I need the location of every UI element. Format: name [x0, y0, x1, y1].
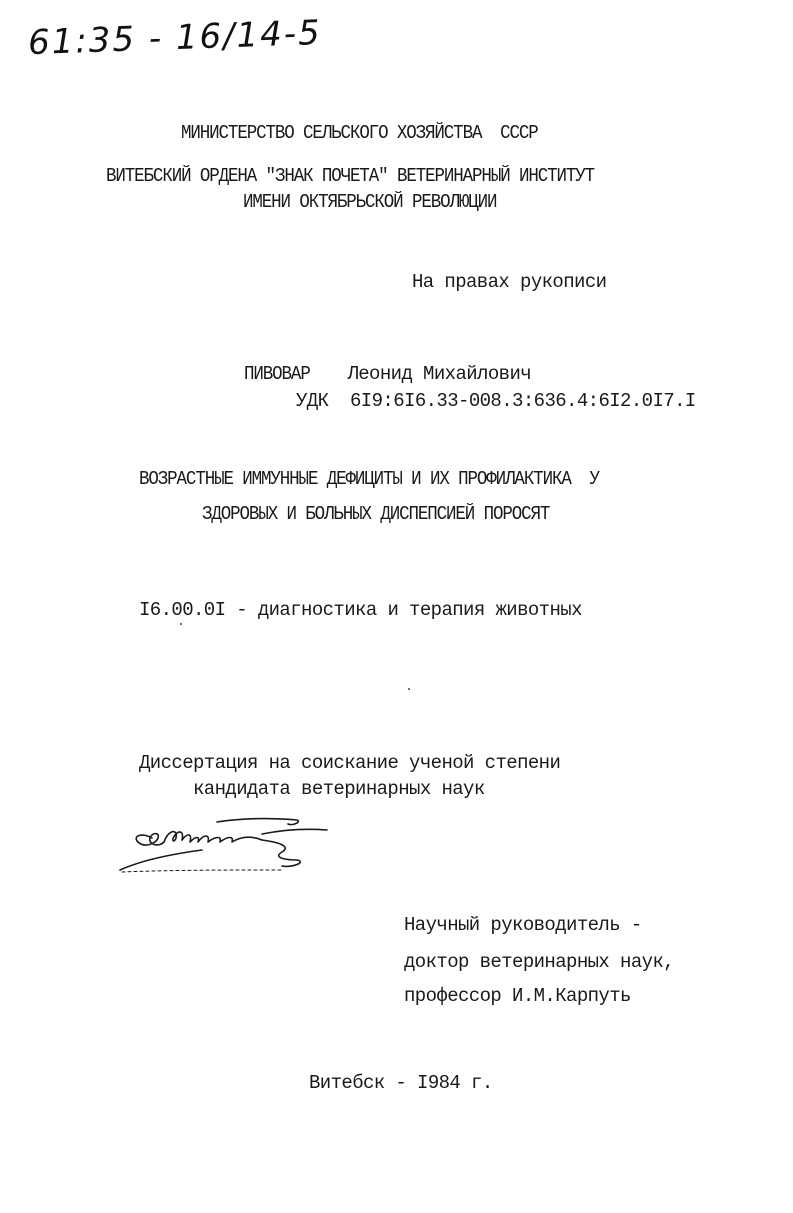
supervisor-line1: Научный руководитель -	[404, 914, 642, 936]
manuscript-note: На правах рукописи	[412, 271, 607, 293]
dissertation-title-line2: ЗДОРОВЫХ И БОЛЬНЫХ ДИСПЕПСИЕЙ ПОРОСЯТ	[202, 503, 550, 525]
dissertation-title-line1: ВОЗРАСТНЫЕ ИММУННЫЕ ДЕФИЦИТЫ И ИХ ПРОФИЛАКТИКА У	[139, 468, 599, 490]
institute-heading-line2: ИМЕНИ ОКТЯБРЬСКОЙ РЕВОЛЮЦИИ	[243, 191, 497, 213]
institute-heading-line1: ВИТЕБСКИЙ ОРДЕНА "ЗНАК ПОЧЕТА" ВЕТЕРИНАРНЫЙ ИНСТИТУТ	[106, 165, 595, 187]
specialty-code: I6.00.0I - диагностика и терапия животных	[139, 599, 582, 621]
scan-speck	[180, 623, 182, 625]
scan-speck	[408, 688, 410, 690]
degree-line2: кандидата ветеринарных наук	[193, 778, 485, 800]
ministry-heading: МИНИСТЕРСТВО СЕЛЬСКОГО ХОЗЯЙСТВА СССР	[181, 122, 538, 144]
place-and-year: Витебск - I984 г.	[309, 1072, 493, 1094]
author-name	[222, 338, 531, 386]
supervisor-line3: профессор И.М.Карпуть	[404, 985, 631, 1007]
author-given-names: Леонид Михайлович	[347, 363, 532, 385]
degree-line1: Диссертация на соискание ученой степени	[139, 752, 561, 774]
author-surname: ПИВОВАР	[243, 363, 310, 385]
udc-code: УДК 6I9:6I6.33-008.3:636.4:6I2.0I7.I	[296, 390, 696, 412]
handwritten-code: 61:35 - 16/14-5	[27, 12, 323, 64]
supervisor-line2: доктор ветеринарных наук,	[404, 951, 675, 973]
author-signature	[112, 810, 342, 880]
